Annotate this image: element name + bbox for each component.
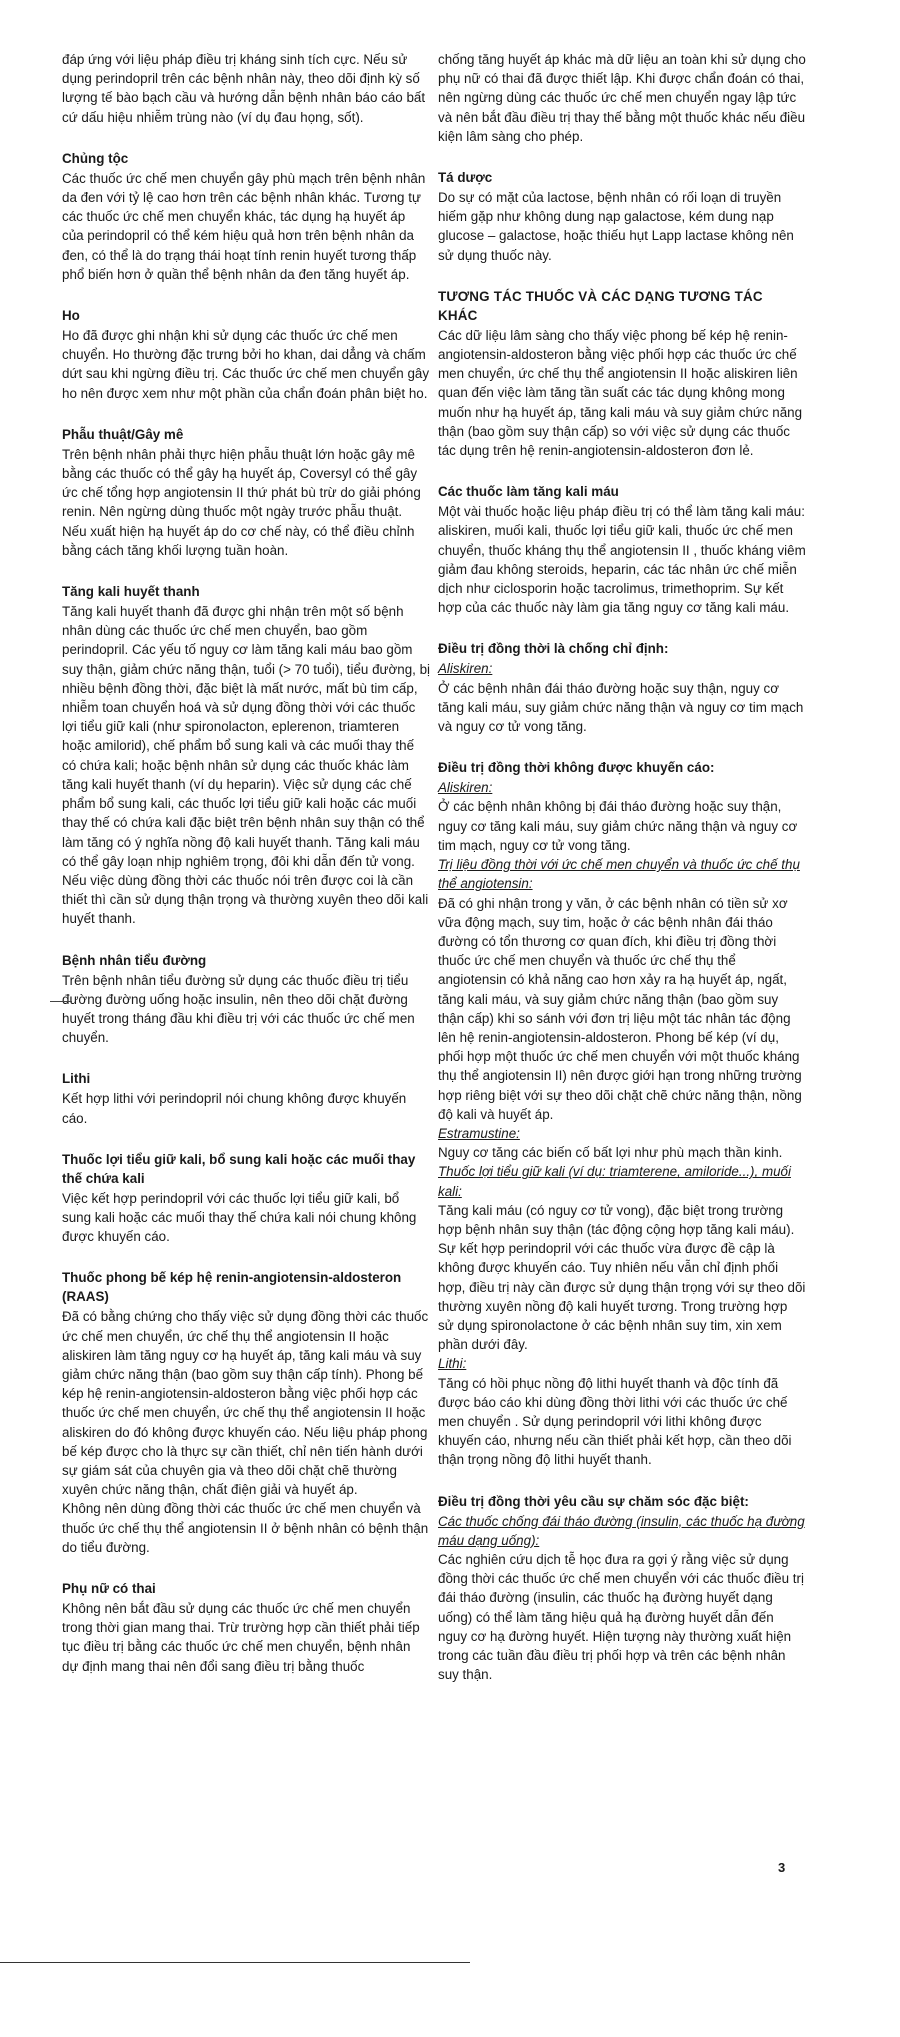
intro-paragraph — [62, 50, 430, 127]
section-hyperkalemia — [62, 582, 430, 928]
section-surgery — [62, 425, 430, 560]
section-heading: Bệnh nhân tiểu đường — [62, 952, 207, 968]
section-heading: Lithi — [62, 1071, 91, 1087]
section-text: Tăng kali huyết thanh đã được ghi nhận trên một số bệnh nhân dùng các thuốc ức chế men chuyển, bao gồm perindopril. Các yếu tố nguy cơ làm tăng kali máu bao gồm suy thận, giảm chức năng thận, tuổi (> 70 tuổi), tiểu đường, bị nhiều bệnh đồng thời, đặc biệt là mất nước, mất bù tim cấp, nhiễm toan chuyển hoá và sử dụng đồng thời với các thuốc lợi tiểu giữ kali (như spironolacton, eplerenon, triamteren hoặc amilorid), chế phẩm bổ sung kali và các muối thay thế có chứa kali; hoặc bệnh nhân sử dụng các thuốc khác làm tăng kali huyết thanh (ví dụ heparin). Việc sử dụng các chế phẩm bổ sung kali, các thuốc lợi tiểu giữ kali hoặc các muối thay thế có chứa kali đặc biệt trên bệnh nhân suy thận có thể làm tăng có ý nghĩa nồng độ kali huyết thanh. Tăng kali máu có thể gây loạn nhịp nghiêm trọng, đôi khi dẫn đến tử vong. Nếu việc dùng đồng thời các thuốc nói trên được coi là cần thiết thì cần sử dụng thận trọng và thường xuyên theo dõi kali huyết thanh. — [62, 604, 431, 927]
subheading: Aliskiren: — [438, 780, 493, 796]
subheading: Aliskiren: — [438, 661, 493, 677]
intro-paragraph — [438, 50, 806, 146]
section-heading: Ho — [62, 308, 80, 324]
section-heading: Điều trị đồng thời yêu cầu sự chăm sóc đặc biệt: — [438, 1493, 749, 1509]
section-potassium-sparing — [62, 1150, 430, 1247]
section-text: Nguy cơ tăng các biến cố bất lợi như phù mạch thần kinh. — [438, 1145, 783, 1161]
scan-edge-line — [0, 1962, 470, 1963]
section-special-care — [438, 1492, 806, 1685]
section-contraindicated — [438, 639, 806, 736]
subheading: Estramustine: — [438, 1125, 520, 1141]
intro-text: chống tăng huyết áp khác mà dữ liệu an toàn khi sử dụng cho phụ nữ có thai đã được thiết lập. Khi được chẩn đoán có thai, nên ngừng dùng các thuốc ức chế men chuyển ngay lập tức và nên bắt đầu điều trị thay thế bằng một thuốc khác nếu điều kiện lâm sàng cho phép. — [438, 52, 806, 144]
section-not-recommended — [438, 758, 806, 1469]
subheading: Các thuốc chống đái tháo đường (insulin, các thuốc hạ đường máu dạng uống): — [438, 1513, 805, 1548]
section-raas — [62, 1268, 430, 1557]
page-number: 3 — [778, 1860, 786, 1875]
section-text: Do sự có mặt của lactose, bệnh nhân có rối loạn di truyền hiếm gặp như không dung nạp galactose, kém dung nạp glucose – galactose, hoặc thiếu hụt Lapp lactase không nên sử dụng thuốc này. — [438, 190, 794, 263]
section-race — [62, 149, 430, 284]
intro-text: đáp ứng với liệu pháp điều trị kháng sinh tích cực. Nếu sử dụng perindopril trên các bệnh nhân này, theo dõi định kỳ số lượng tế bào bạch cầu và hướng dẫn bệnh nhân báo cáo bất cứ dấu hiệu nhiễm trùng nào (ví dụ đau họng, sốt). — [62, 52, 426, 125]
section-pregnancy — [62, 1579, 430, 1676]
section-text: Một vài thuốc hoặc liệu pháp điều trị có thể làm tăng kali máu: aliskiren, muối kali, thuốc lợi tiểu giữ kali, thuốc ức chế men chuyển, thuốc kháng thụ thể angiotensin II , thuốc kháng viêm giảm đau không steroids, heparin, các tác nhân ức chế miễn dịch như ciclosporin hoặc tacrolimus, trimethoprim. Sự kết hợp của các thuốc này làm gia tăng nguy cơ tăng kali máu. — [438, 504, 806, 616]
left-column — [62, 50, 430, 1698]
section-text: Tăng có hồi phục nồng độ lithi huyết thanh và độc tính đã được báo cáo khi dùng đồng thời lithi với các thuốc ức chế men chuyển . Sử dụng perindopril với lithi không được khuyến cáo, nhưng nếu cần thiết phải kết hợp, cần theo dõi thận trọng nồng độ lithi huyết thanh. — [438, 1375, 792, 1468]
section-heading: Thuốc phong bế kép hệ renin-angiotensin-aldosteron (RAAS) — [62, 1270, 402, 1305]
section-text: Các dữ liệu lâm sàng cho thấy việc phong bế kép hệ renin-angiotensin-aldosteron bằng việc phối hợp các thuốc ức chế men chuyển, ức chế thụ thể angiotensin II hoặc aliskiren liên quan đến việc làm tăng tần suất các tác dụng không mong muốn như hạ huyết áp, tăng kali máu và suy giảm chức năng thận (bao gồm suy thận cấp) so với việc sử dụng các thuốc tác dụng trên hệ renin-angiotensin-aldosteron đơn lẻ. — [438, 327, 803, 459]
section-heading: Thuốc lợi tiểu giữ kali, bổ sung kali hoặc các muối thay thế chứa kali — [62, 1151, 416, 1186]
section-text: Các thuốc ức chế men chuyển gây phù mạch trên bệnh nhân da đen với tỷ lệ cao hơn trên các bệnh nhân khác. Tương tự các thuốc ức chế men chuyển khác, tác dụng hạ huyết áp của perindopril có thể kém hiệu quả hơn trên bệnh nhân da đen, có thể là do trạng thái hoạt tính renin huyết tương thấp phổ biến hơn ở quần thể bệnh nhân da đen tăng huyết áp. — [62, 170, 426, 282]
section-text: Ở các bệnh nhân đái tháo đường hoặc suy thận, nguy cơ tăng kali máu, suy giảm chức năng thận và nguy cơ tim mạch và nguy cơ tử vong tăng. — [438, 680, 804, 735]
section-text: Tăng kali máu (có nguy cơ tử vong), đặc biệt trong trường hợp bệnh nhân suy thận (tác động cộng hợp tăng kali máu). Sự kết hợp perindopril với các thuốc vừa được đề cập là không được khuyến cáo. Tuy nhiên nếu vẫn chỉ định phối hợp, điều trị này cần được sử dụng thận trọng với sự theo dõi thường xuyên nồng độ kali huyết tương. Trong trường hợp sử dụng spironolactone ở các bệnh nhân suy tim, xin xem phần dưới đây. — [438, 1202, 806, 1353]
section-heading: TƯƠNG TÁC THUỐC VÀ CÁC DẠNG TƯƠNG TÁC KHÁC — [438, 288, 763, 323]
section-heading: Phẫu thuật/Gây mê — [62, 426, 184, 442]
section-heading: Chủng tộc — [62, 150, 129, 166]
section-text: Việc kết hợp perindopril với các thuốc lợi tiểu giữ kali, bổ sung kali hoặc các muối thay thế chứa kali nói chung không được khuyến cáo. — [62, 1190, 417, 1245]
section-text: Đã có bằng chứng cho thấy việc sử dụng đồng thời các thuốc ức chế men chuyển, ức chế thụ thể angiotensin II hoặc aliskiren làm tăng nguy cơ hạ huyết áp, tăng kali máu và suy giảm chức năng thận (bao gồm suy thận cấp tính). Phong bế kép hệ renin-angiotensin-aldosteron bằng việc phối hợp các thuốc ức chế men chuyển, ức chế thụ thể angiotensin II hoặc aliskiren do đó không được khuyến cáo. Nếu liệu pháp phong bế kép được cho là thực sự cần thiết, chỉ nên tiến hành dưới sự giám sát của chuyên gia và theo dõi chặt chẽ thường xuyên chức năng thận, chất điện giải và huyết áp. — [62, 1309, 429, 1498]
right-column — [438, 50, 806, 1706]
subheading: Lithi: — [438, 1356, 467, 1372]
section-heading: Tăng kali huyết thanh — [62, 584, 200, 600]
section-text: Ho đã được ghi nhận khi sử dụng các thuốc ức chế men chuyển. Ho thường đặc trưng bởi ho khan, dai dẳng và chấm dứt sau khi ngừng điều trị. Các thuốc ức chế men chuyển gây ho nên được xem như một phần của chẩn đoán phân biệt ho. — [62, 328, 430, 401]
section-raise-potassium — [438, 482, 806, 617]
section-text: Không nên bắt đầu sử dụng các thuốc ức chế men chuyển trong thời gian mang thai. Trừ trường hợp cần thiết phải tiếp tục điều trị bằng các thuốc ức chế men chuyển, bệnh nhân dự định mang thai nên đổi sang điều trị bằng thuốc — [62, 1600, 420, 1674]
section-text: Trên bệnh nhân phải thực hiện phẫu thuật lớn hoặc gây mê bằng các thuốc có thể gây hạ huyết áp, Coversyl có thể gây ức chế tổng hợp angiotensin II thứ phát bù trừ do giải phóng renin. Nên ngừng dùng thuốc một ngày trước phẫu thuật. Nếu xuất hiện hạ huyết áp do cơ chế này, có thể điều chỉnh bằng cách tăng khối lượng tuần hoàn. — [62, 446, 421, 558]
section-cough — [62, 306, 430, 403]
section-interactions — [438, 287, 806, 460]
section-text: Kết hợp lithi với perindopril nói chung không được khuyến cáo. — [62, 1091, 407, 1126]
subheading: Thuốc lợi tiểu giữ kali (ví dụ: triamterene, amiloride...), muối kali: — [438, 1164, 791, 1199]
section-excipients — [438, 168, 806, 265]
section-text: Các nghiên cứu dịch tễ học đưa ra gợi ý rằng việc sử dụng đồng thời các thuốc ức chế men chuyển với các thuốc điều trị đái tháo đường (insulin, các thuốc hạ đường huyết dạng uống) có thể làm tăng hiệu quả hạ đường huyết dẫn đến nguy cơ hạ đường huyết. Hiện tượng này thường xuất hiện trong các tuần đầu điều trị phối hợp và trên các bệnh nhân suy thận. — [438, 1552, 804, 1683]
margin-mark — [50, 1001, 72, 1002]
section-heading: Các thuốc làm tăng kali máu — [438, 484, 619, 500]
subheading: Trị liệu đồng thời với ức chế men chuyển và thuốc ức chế thụ thể angiotensin: — [438, 857, 800, 892]
section-text: Ở các bệnh nhân không bị đái tháo đường hoặc suy thận, nguy cơ tăng kali máu, suy giảm chức năng thận và nguy cơ tim mạch, nguy cơ tử vong tăng. — [438, 799, 798, 853]
section-heading: Điều trị đồng thời không được khuyến cáo: — [438, 760, 715, 776]
section-diabetes — [62, 951, 430, 1048]
section-lithium — [62, 1069, 430, 1127]
section-text: Trên bệnh nhân tiểu đường sử dụng các thuốc điều trị tiểu đường đường uống hoặc insulin, nên theo dõi chặt đường huyết trong tháng đầu khi điều trị với các thuốc ức chế men chuyển. — [62, 972, 415, 1046]
section-text: Đã có ghi nhận trong y văn, ở các bệnh nhân có tiền sử xơ vữa động mạch, suy tim, hoặc ở các bệnh nhân đái tháo đường có tổn thương cơ quan đích, khi điều trị đồng thời thuốc ức chế men chuyển và thuốc ức chế thụ thể angiotensin có khả năng cao hơn xảy ra hạ huyết áp, ngất, tăng kali máu, và suy giảm chức năng thận (bao gồm suy thận cấp) khi so sánh với đơn trị liệu một tác nhân tác động lên hệ renin-angiotensin-aldosteron. Phong bế kép (ví dụ, phối hợp một thuốc ức chế men chuyển với một thuốc kháng thụ thể angiotensin II) nên được giới hạn trong những trường hợp riêng biệt với sự theo dõi chặt chẽ chức năng thận, nồng độ kali và huyết áp. — [438, 895, 802, 1122]
section-text: Không nên dùng đồng thời các thuốc ức chế men chuyển và thuốc ức chế thụ thể angiotensin II ở bệnh nhân có bệnh thận do tiểu đường. — [62, 1501, 429, 1555]
section-heading: Tá dược — [438, 170, 493, 186]
section-heading: Điều trị đồng thời là chống chỉ định: — [438, 641, 669, 657]
section-heading: Phụ nữ có thai — [62, 1580, 156, 1596]
